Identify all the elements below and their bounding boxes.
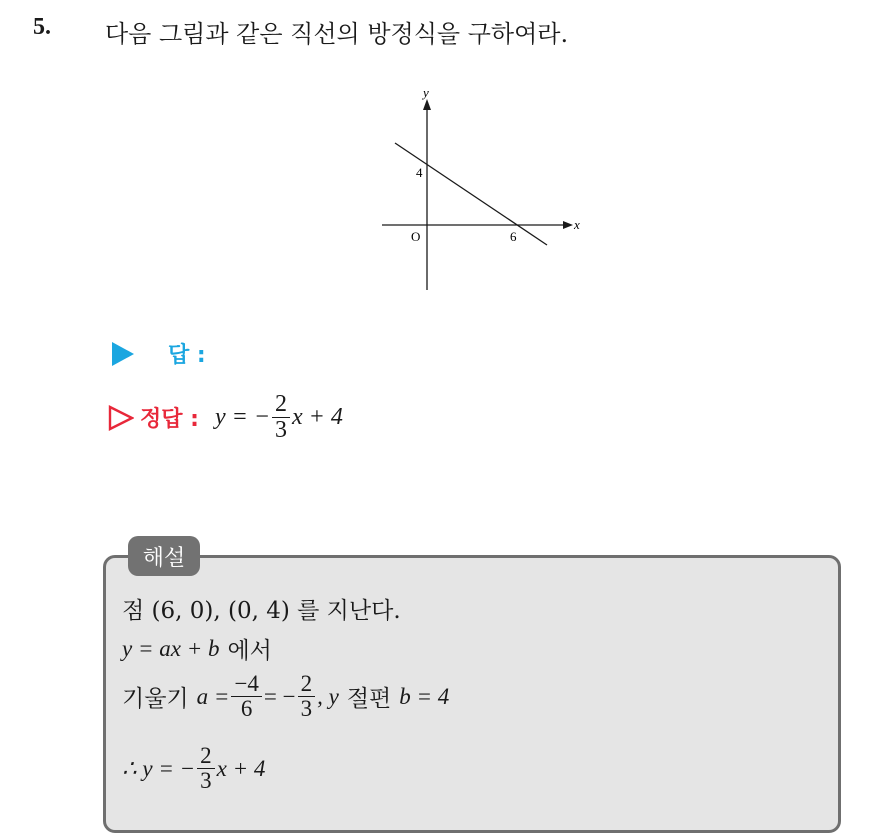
slope-fraction-1: $\frac{-4}{6}$ — [231, 672, 261, 721]
slope-fraction-2: $\frac{2}{3}$ — [298, 672, 316, 721]
solution-tab: 해설 — [128, 536, 200, 576]
origin-label: O — [411, 229, 421, 244]
correct-answer-row — [108, 392, 343, 443]
correct-answer-label: 정답 : — [140, 407, 199, 433]
answer-row — [112, 338, 206, 369]
answer-label: 답 : — [168, 343, 206, 368]
question-text: 다음 그림과 같은 직선의 방정식을 구하여라. — [105, 20, 569, 48]
y-intercept-label: 4 — [416, 165, 423, 180]
x-axis-label: x — [574, 217, 580, 232]
correct-answer-equation: y = − $\frac{2}{3}$ x + 4 — [214, 391, 343, 444]
solution-line-2: y = ax + b 에서 — [122, 635, 272, 664]
y-axis-arrow-icon — [423, 99, 431, 110]
y-axis-label: y — [423, 85, 429, 100]
filled-triangle-icon — [112, 342, 134, 366]
solution-line-3: 기울기 a = $\frac{-4}{6}$ = − $\frac{2}{3}$ , y 절편 b = 4 — [122, 671, 450, 722]
line-graph-figure — [375, 85, 595, 295]
solution-line-1: 점 (6, 0), (0, 4) 를 지난다. — [122, 598, 401, 624]
outline-triangle-icon — [108, 405, 134, 431]
answer-fraction: $\frac{2}{3}$ — [272, 392, 290, 443]
solution-line-4: ∴ y = − $\frac{2}{3}$ x + 4 — [122, 743, 266, 794]
result-fraction: $\frac{2}{3}$ — [197, 744, 215, 793]
x-axis-arrow-icon — [563, 221, 573, 229]
x-intercept-label: 6 — [510, 229, 517, 244]
question-number: 5. — [33, 14, 51, 40]
